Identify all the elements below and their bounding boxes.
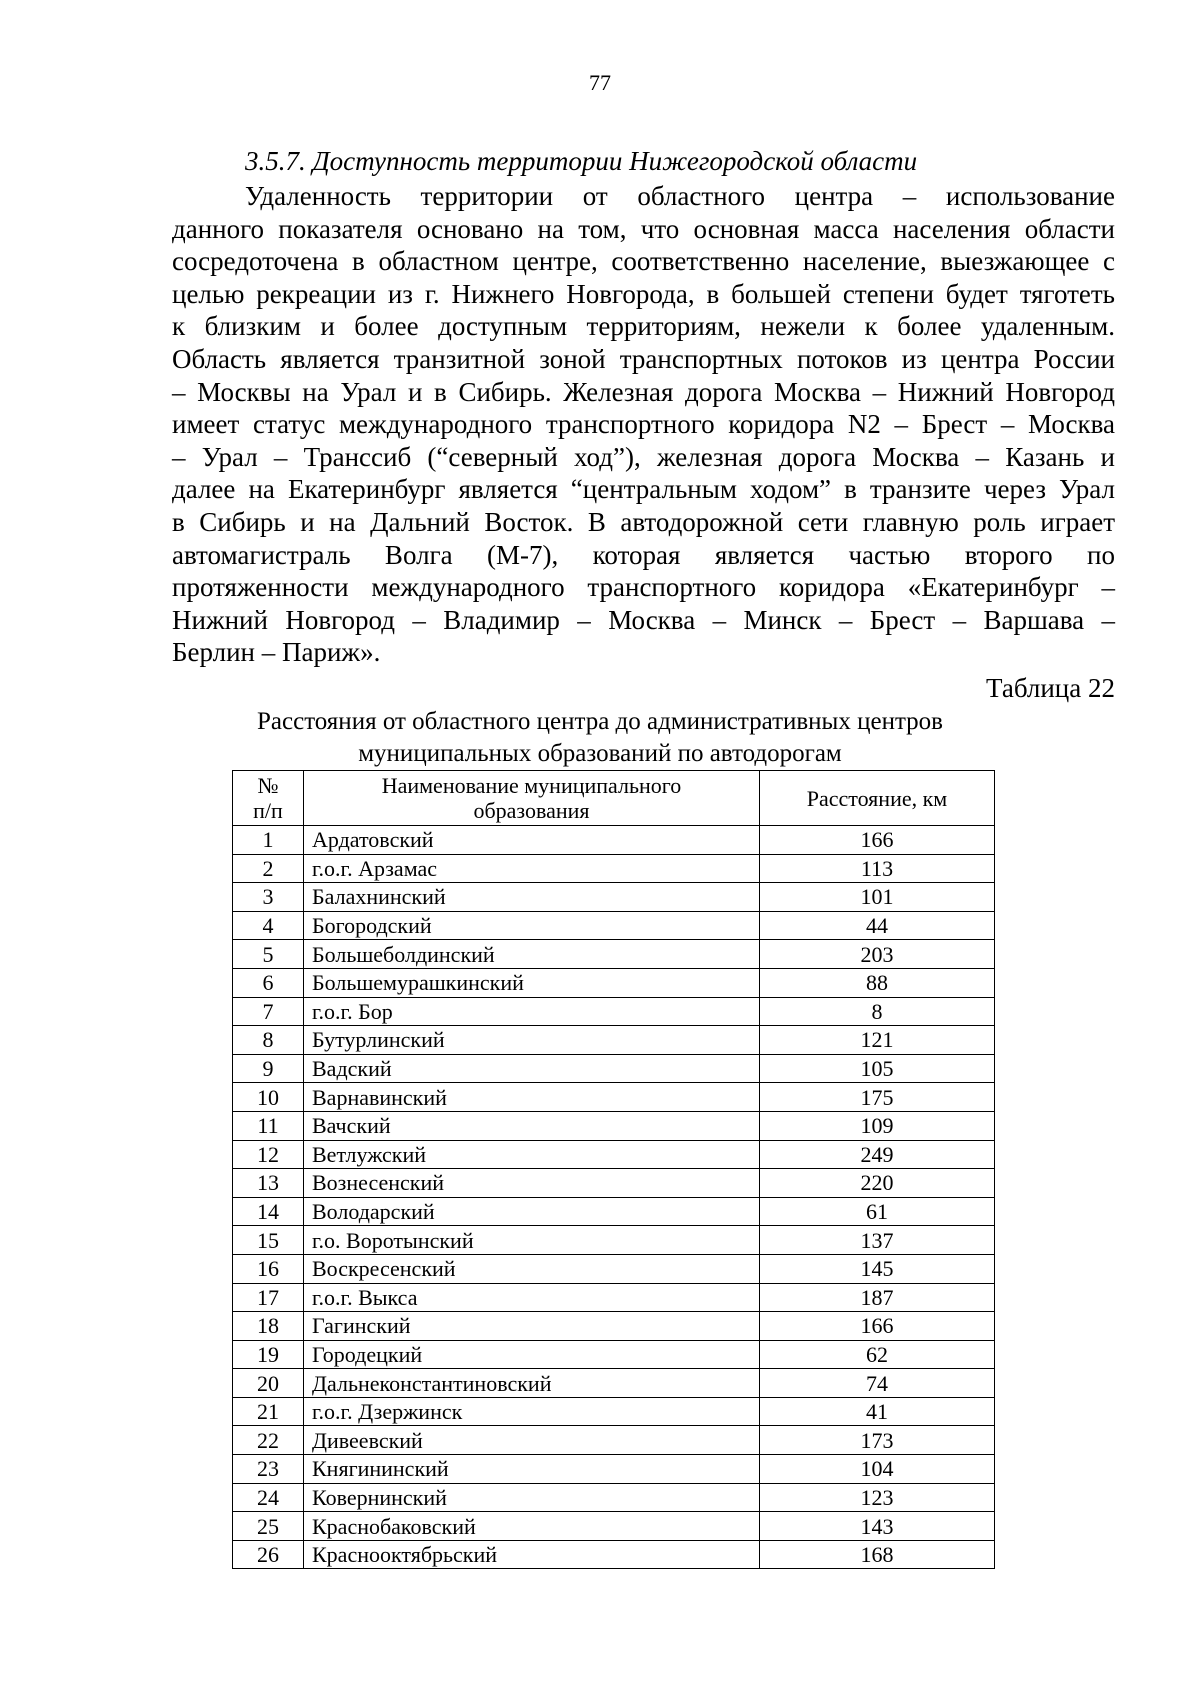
- cell-distance: 143: [760, 1512, 995, 1541]
- header-name-line1: Наименование муниципального: [381, 773, 682, 798]
- cell-name: г.о.г. Дзержинск: [304, 1397, 760, 1426]
- table-caption-line: муниципальных образований по автодорогам: [358, 740, 842, 767]
- table-row: [233, 854, 995, 883]
- cell-distance: 121: [760, 1026, 995, 1055]
- cell-number: 18: [233, 1312, 304, 1341]
- table-row: [233, 1426, 995, 1455]
- cell-name: Княгининский: [304, 1455, 760, 1484]
- cell-name: Воскресенский: [304, 1254, 760, 1283]
- paragraph-line: данного показателя основано на том, что основная масса населения области: [172, 213, 1115, 244]
- cell-number: 19: [233, 1340, 304, 1369]
- cell-name: Бутурлинский: [304, 1026, 760, 1055]
- table-row: [233, 1169, 995, 1198]
- table-header-row: [233, 771, 995, 826]
- cell-number: 6: [233, 968, 304, 997]
- cell-number: 1: [233, 826, 304, 855]
- cell-number: 7: [233, 997, 304, 1026]
- paragraph-line: сосредоточена в областном центре, соответственно население, выезжающее с: [172, 246, 1115, 277]
- cell-number: 3: [233, 883, 304, 912]
- paragraph-line: – Москвы на Урал и в Сибирь. Железная дорога Москва – Нижний Новгород: [172, 376, 1115, 407]
- cell-number: 13: [233, 1169, 304, 1198]
- table-row: [233, 1540, 995, 1569]
- header-number: [233, 771, 304, 826]
- cell-name: Балахнинский: [304, 883, 760, 912]
- cell-name: Ветлужский: [304, 1140, 760, 1169]
- cell-name: Ковернинский: [304, 1483, 760, 1512]
- cell-distance: 109: [760, 1111, 995, 1140]
- cell-name: Ардатовский: [304, 826, 760, 855]
- cell-number: 9: [233, 1054, 304, 1083]
- cell-distance: 145: [760, 1254, 995, 1283]
- table-row: [233, 1026, 995, 1055]
- cell-distance: 61: [760, 1197, 995, 1226]
- cell-name: Городецкий: [304, 1340, 760, 1369]
- cell-number: 26: [233, 1540, 304, 1569]
- cell-distance: 173: [760, 1426, 995, 1455]
- table-label: Таблица 22: [986, 673, 1115, 703]
- cell-distance: 74: [760, 1369, 995, 1398]
- table-row: [233, 911, 995, 940]
- cell-distance: 203: [760, 940, 995, 969]
- cell-name: г.о.г. Выкса: [304, 1283, 760, 1312]
- table-caption: [0, 706, 1200, 770]
- table-row: [233, 1340, 995, 1369]
- cell-distance: 8: [760, 997, 995, 1026]
- paragraph-line: автомагистраль Волга (М-7), которая является частью второго по: [172, 539, 1115, 570]
- header-number-line2: п/п: [253, 798, 283, 823]
- table-row: [233, 997, 995, 1026]
- cell-name: Володарский: [304, 1197, 760, 1226]
- table-caption-line: Расстояния от областного центра до административных центров: [257, 708, 943, 735]
- table-row: [233, 1140, 995, 1169]
- cell-distance: 187: [760, 1283, 995, 1312]
- cell-name: Вознесенский: [304, 1169, 760, 1198]
- cell-number: 8: [233, 1026, 304, 1055]
- table-row: [233, 940, 995, 969]
- section-heading: 3.5.7. Доступность территории Нижегородской области: [245, 146, 918, 176]
- cell-number: 22: [233, 1426, 304, 1455]
- paragraph-line: Удаленность территории от областного центра – использование: [245, 181, 1115, 211]
- cell-name: Дивеевский: [304, 1426, 760, 1455]
- table-row: [233, 826, 995, 855]
- table-row: [233, 1283, 995, 1312]
- cell-distance: 105: [760, 1054, 995, 1083]
- paragraph-line: Нижний Новгород – Владимир – Москва – Минск – Брест – Варшава –: [172, 604, 1115, 635]
- cell-distance: 113: [760, 854, 995, 883]
- distance-table: [232, 770, 995, 1569]
- cell-number: 2: [233, 854, 304, 883]
- table-row: [233, 1512, 995, 1541]
- cell-name: Гагинский: [304, 1312, 760, 1341]
- cell-number: 23: [233, 1455, 304, 1484]
- cell-name: г.о.г. Арзамас: [304, 854, 760, 883]
- cell-number: 11: [233, 1111, 304, 1140]
- cell-name: Варнавинский: [304, 1083, 760, 1112]
- cell-number: 24: [233, 1483, 304, 1512]
- cell-name: Большемурашкинский: [304, 968, 760, 997]
- cell-name: г.о.г. Бор: [304, 997, 760, 1026]
- paragraph-line: имеет статус международного транспортного коридора N2 – Брест – Москва: [172, 409, 1115, 440]
- cell-number: 16: [233, 1254, 304, 1283]
- table-row: [233, 1483, 995, 1512]
- table-row: [233, 1111, 995, 1140]
- cell-name: Вачский: [304, 1111, 760, 1140]
- table-row: [233, 883, 995, 912]
- table-row: [233, 1226, 995, 1255]
- cell-distance: 101: [760, 883, 995, 912]
- paragraph-line: целью рекреации из г. Нижнего Новгорода, в большей степени будет тяготеть: [172, 278, 1115, 309]
- cell-name: Богородский: [304, 911, 760, 940]
- cell-number: 20: [233, 1369, 304, 1398]
- cell-distance: 220: [760, 1169, 995, 1198]
- cell-name: Большеболдинский: [304, 940, 760, 969]
- table-row: [233, 1455, 995, 1484]
- cell-number: 4: [233, 911, 304, 940]
- cell-distance: 44: [760, 911, 995, 940]
- cell-distance: 123: [760, 1483, 995, 1512]
- cell-number: 10: [233, 1083, 304, 1112]
- paragraph-line: в Сибирь и на Дальний Восток. В автодорожной сети главную роль играет: [172, 506, 1115, 537]
- header-distance: Расстояние, км: [760, 771, 995, 826]
- cell-name: Дальнеконстантиновский: [304, 1369, 760, 1398]
- cell-distance: 104: [760, 1455, 995, 1484]
- cell-number: 21: [233, 1397, 304, 1426]
- header-name-line2: образования: [473, 798, 590, 823]
- paragraph-line: далее на Екатеринбург является “центральным ходом” в транзите через Урал: [172, 474, 1115, 505]
- cell-name: г.о. Воротынский: [304, 1226, 760, 1255]
- header-number-line1: №: [257, 773, 279, 798]
- table-row: [233, 1254, 995, 1283]
- cell-number: 25: [233, 1512, 304, 1541]
- cell-distance: 166: [760, 1312, 995, 1341]
- paragraph-line: Область является транзитной зоной транспортных потоков из центра России: [172, 343, 1115, 374]
- cell-distance: 62: [760, 1340, 995, 1369]
- cell-distance: 166: [760, 826, 995, 855]
- paragraph-line: протяженности международного транспортного коридора «Екатеринбург –: [172, 572, 1115, 603]
- paragraph-line: – Урал – Транссиб (“северный ход”), железная дорога Москва – Казань и: [172, 441, 1115, 472]
- cell-number: 15: [233, 1226, 304, 1255]
- body-paragraph: [172, 180, 1115, 669]
- table-row: [233, 1083, 995, 1112]
- paragraph-line: Берлин – Париж».: [172, 637, 381, 668]
- cell-number: 12: [233, 1140, 304, 1169]
- cell-name: Краснобаковский: [304, 1512, 760, 1541]
- cell-distance: 88: [760, 968, 995, 997]
- table-body: [233, 826, 995, 1569]
- page-number: 77: [589, 70, 611, 95]
- cell-number: 14: [233, 1197, 304, 1226]
- paragraph-line: к близким и более доступным территориям, нежели к более удаленным.: [172, 311, 1115, 342]
- cell-number: 5: [233, 940, 304, 969]
- cell-distance: 41: [760, 1397, 995, 1426]
- table-row: [233, 1397, 995, 1426]
- cell-distance: 175: [760, 1083, 995, 1112]
- table-row: [233, 968, 995, 997]
- header-name: [304, 771, 760, 826]
- table-row: [233, 1369, 995, 1398]
- cell-number: 17: [233, 1283, 304, 1312]
- cell-name: Вадский: [304, 1054, 760, 1083]
- table-row: [233, 1312, 995, 1341]
- cell-distance: 168: [760, 1540, 995, 1569]
- cell-distance: 249: [760, 1140, 995, 1169]
- cell-distance: 137: [760, 1226, 995, 1255]
- table-row: [233, 1054, 995, 1083]
- cell-name: Краснооктябрьский: [304, 1540, 760, 1569]
- table-row: [233, 1197, 995, 1226]
